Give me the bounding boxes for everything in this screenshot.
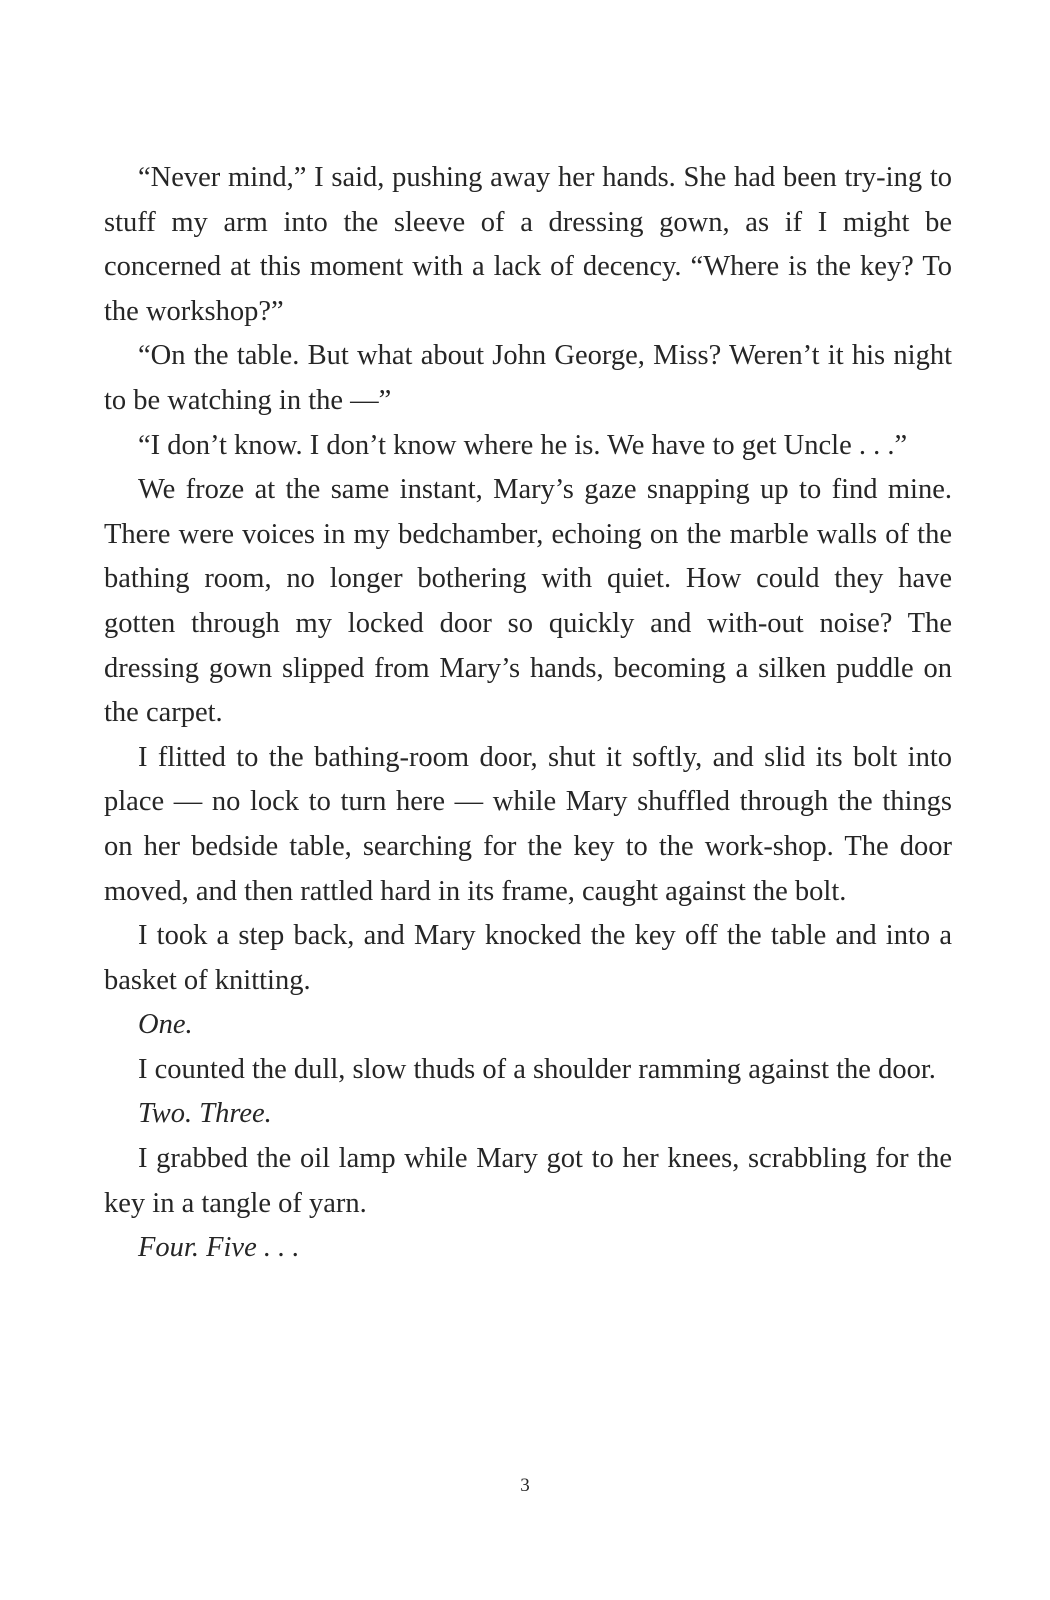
paragraph-8: I counted the dull, slow thuds of a shoulder ramming against the door. [138,1053,936,1085]
paragraph-2: “On the table. But what about John George, Miss? Weren’t it his night to be watching in the —” [104,340,952,416]
paragraph-1: “Never mind,” I said, pushing away her hands. She had been try-ing to stuff my arm into the sleeve of a dressing gown, as if I might be concerned at this moment with a lack of decency. “Where is the key? To the workshop?” [104,162,952,327]
paragraph-3: “I don’t know. I don’t know where he is. We have to get Uncle . . .” [138,429,908,461]
page-number: 3 [520,1475,530,1496]
paragraph-9: Two. Three. [138,1098,272,1130]
paragraph-10: I grabbed the oil lamp while Mary got to her knees, scrabbling for the key in a tangle of yarn. [104,1143,952,1219]
paragraph-11: Four. Five . . . [138,1232,300,1264]
paragraph-7: One. [138,1009,193,1041]
paragraph-6: I took a step back, and Mary knocked the key off the table and into a basket of knitting. [104,920,952,996]
paragraph-5: I flitted to the bathing-room door, shut it softly, and slid its bolt into place — no lock to turn here — while Mary shuffled through the things on her bedside table, searching for the key to the work-shop. The door moved, and then rattled hard in its frame, caught against the bolt. [104,741,952,907]
body-text [104,156,952,1271]
paragraph-4: We froze at the same instant, Mary’s gaze snapping up to find mine. There were voices in my bedchamber, echoing on the marble walls of the bathing room, no longer bothering with quiet. How could they have gotten through my locked door so quickly and with-out noise? The dressing gown slipped from Mary’s hands, becoming a silken puddle on the carpet. [104,474,952,729]
